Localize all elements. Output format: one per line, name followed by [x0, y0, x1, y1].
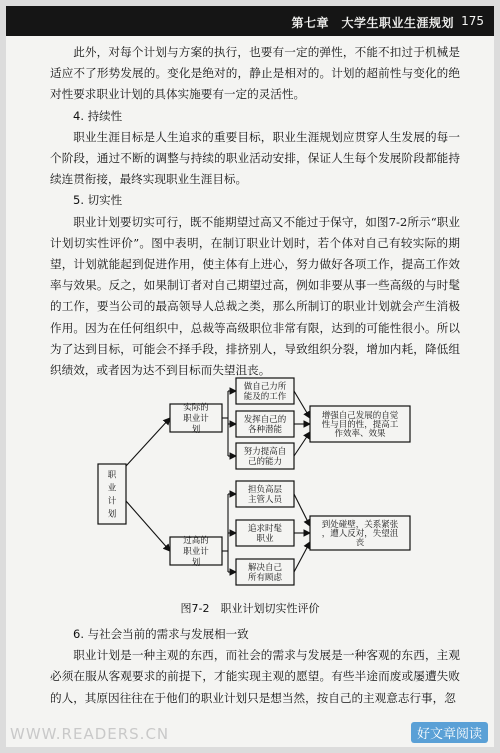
page-number: 175	[461, 14, 484, 28]
watermark-left: WWW.READERS.CN	[10, 725, 170, 743]
paragraph-social-demand: 职业计划是一种主观的东西，而社会的需求与发展是一种客观的东西，主观必须在服从客观要求的前提下，才能实现主观的愿望。有些半途而废或屡遭失败的人，其原因往往在于他们的职业计划只是想当然，按自己的主观意志行事，忽	[50, 648, 460, 705]
label-realistic-item-3: 努力提高自己的能力	[243, 447, 287, 467]
watermark-right: 好文章阅读	[411, 722, 488, 743]
text-top	[50, 42, 460, 381]
page-header	[6, 6, 494, 36]
label-root: 职业计划	[107, 470, 117, 520]
label-realistic: 实际的职业计划	[183, 403, 209, 435]
heading-social-demand: 6. 与社会当前的需求与发展相一致	[73, 627, 249, 641]
paragraph-flexibility: 此外，对每个计划与方案的执行，也要有一定的弹性，不能不扣过于机械是适应不了形势发展的。变化是绝对的，静止是相对的。计划的超前性与变化的绝对性要求职业计划的具体实施要有一定的灵活性。	[50, 45, 460, 102]
label-too-high: 过高的职业计划	[183, 536, 209, 568]
figure-caption: 图7-2 职业计划切实性评价	[180, 602, 320, 615]
practicality-diagram	[88, 376, 438, 591]
paragraph-continuity: 职业生涯目标是人生追求的重要目标，职业生涯规划应贯穿人生发展的每一个阶段，通过不断的调整与持续的职业活动安排，保证人生每个发展阶段都能持续连贯衔接，最终实现职业生涯目标。	[50, 129, 460, 187]
paragraph-practicality: 职业计划要切实可行，既不能期望过高又不能过于保守，如图7-2所示“职业计划切实性评价”。图中表明，在制订职业计划时，若个体对自己有较实际的期望，计划就能起到促进作用，使主体有上进心，努力做好各项工作，提高工作效率与效果。反之，如果制订者对自己期望过高，例如非要从事一些高级的与时髦的工作，要当公司的最高领导人总裁之类，那么所制订的职业计划就会产生消极作用。因为在任何组织中，总裁等高级职位非常有限，达到的可能性很小。所以为了达到目标，可能会不择手段，排挤别人，导致组织分裂，增加内耗，降低组织绩效，或者因为达不到目标而失望沮丧。	[50, 214, 460, 378]
label-realistic-result: 增强自己发展的自觉性与目的性，提高工作效率、效果	[321, 411, 399, 439]
heading-continuity: 4. 持续性	[73, 108, 123, 123]
chapter-title: 第七章 大学生职业生涯规划	[291, 16, 454, 30]
label-too-high-item-3: 解决自己所有顾虑	[247, 563, 283, 583]
text-bottom	[50, 624, 460, 709]
label-realistic-item-1: 做自己力所能及的工作	[243, 382, 287, 402]
book-page	[6, 6, 494, 747]
label-too-high-item-1: 担负高层主管人员	[247, 485, 283, 505]
label-realistic-item-2: 发挥自己的各种潜能	[243, 415, 287, 435]
label-too-high-result: 到处碰壁，关系紧张，遭人反对，失望沮丧	[321, 520, 399, 548]
label-too-high-item-2: 追求时髦职业	[247, 524, 283, 544]
heading-practicality: 5. 切实性	[73, 193, 123, 208]
